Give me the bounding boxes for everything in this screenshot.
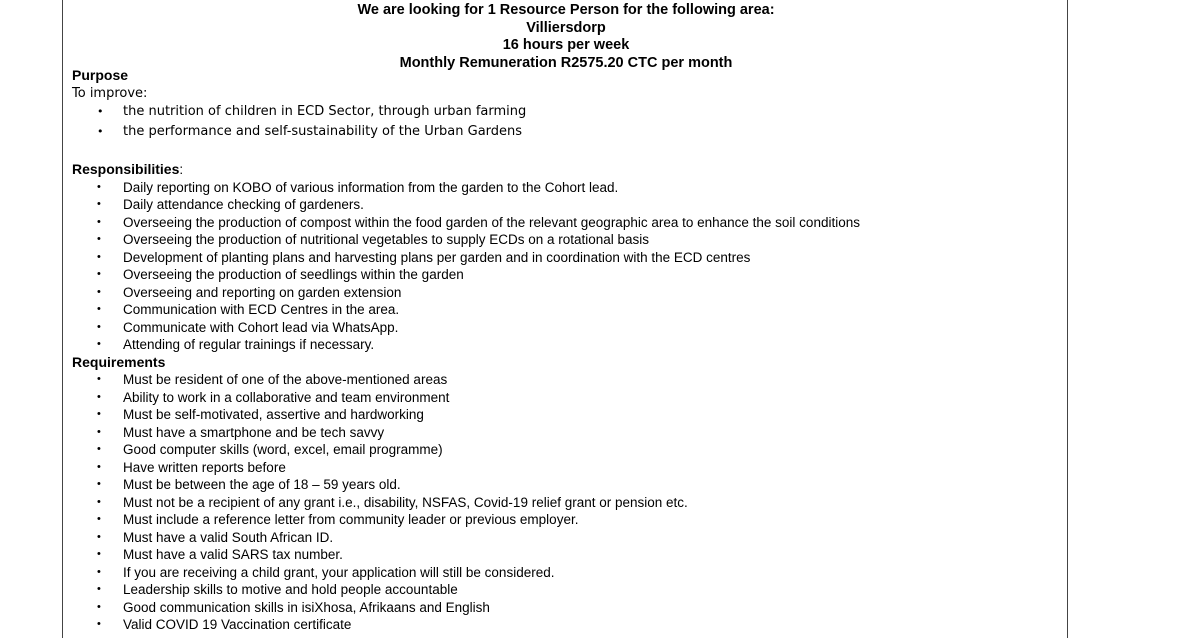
bullet-icon: • [97,513,101,525]
list-item [72,214,1062,232]
header-title: We are looking for 1 Resource Person for the following area: [357,2,775,18]
requirements-heading: Requirements [72,353,166,370]
list-item [72,102,1062,122]
section-spacer [72,142,1062,161]
list-item [72,564,1062,582]
requirement-item: If you are receiving a child grant, your application will still be considered. [123,564,555,580]
list-item [72,476,1062,494]
document-body [72,67,1062,634]
requirement-item: Must be self-motivated, assertive and hardworking [123,407,424,422]
list-item [72,179,1062,197]
list-item [72,389,1062,407]
responsibility-item: Communicate with Cohort lead via WhatsApp. [123,319,399,335]
list-item [72,336,1062,354]
bullet-icon: • [97,408,101,420]
list-item [72,494,1062,512]
responsibility-item: Overseeing the production of seedlings within the garden [123,267,464,282]
bullet-icon: • [97,105,104,118]
requirement-item: Must be resident of one of the above-mentioned areas [123,372,448,387]
requirement-item: Leadership skills to motive and hold people accountable [123,582,458,597]
bullet-icon: • [97,460,101,473]
bullet-icon: • [97,373,101,385]
responsibilities-heading: Responsibilities [72,161,180,177]
job-header [63,2,1069,72]
responsibilities-list [72,179,1062,354]
responsibility-item: Communication with ECD Centres in the area. [123,302,400,317]
requirement-item: Good communication skills in isiXhosa, Afrikaans and English [123,599,490,615]
bullet-icon: • [97,250,101,263]
list-item [72,249,1062,267]
requirement-item: Must include a reference letter from community leader or previous employer. [123,512,579,527]
requirement-item: Must have a smartphone and be tech savvy [123,424,385,440]
requirement-item: Good computer skills (word, excel, email programme) [123,442,443,457]
bullet-icon: • [97,583,101,595]
list-item [72,319,1062,337]
list-item [72,581,1062,599]
responsibility-item: Overseeing the production of compost within the food garden of the relevant geographic area to enhance the soil conditions [123,214,860,230]
list-item [72,511,1062,529]
list-item [72,284,1062,302]
header-hours: 16 hours per week [502,37,630,53]
bullet-icon: • [97,548,101,560]
bullet-icon: • [97,530,101,543]
requirement-item: Must have a valid South African ID. [123,529,334,545]
bullet-icon: • [97,478,101,490]
responsibility-item: Development of planting plans and harvesting plans per garden and in coordination with the ECD centres [123,249,751,265]
bullet-icon: • [97,125,104,138]
bullet-icon: • [97,215,101,228]
list-item [72,231,1062,249]
header-remuneration: Monthly Remuneration R2575.20 CTC per month [399,54,733,71]
responsibilities-heading-row [72,161,1062,179]
bullet-icon: • [97,565,101,578]
list-item [72,266,1062,284]
requirement-item: Valid COVID 19 Vaccination certificate [123,617,352,632]
purpose-intro: To improve: [72,85,148,101]
bullet-icon: • [97,338,101,350]
responsibilities-colon: : [179,162,184,177]
purpose-list [72,102,1062,142]
responsibility-item: Overseeing the production of nutritional vegetables to supply ECDs on a rotational basis [123,232,650,247]
bullet-icon: • [97,198,101,210]
list-item [72,301,1062,319]
responsibility-item: Attending of regular trainings if necessary. [123,337,375,352]
list-item [72,599,1062,617]
requirement-item: Must be between the age of 18 – 59 years old. [123,477,401,492]
purpose-item: the performance and self-sustainability of the Urban Gardens [123,124,523,139]
list-item [72,441,1062,459]
responsibility-item: Overseeing and reporting on garden extension [123,284,402,300]
list-item [72,529,1062,547]
bullet-icon: • [97,443,101,455]
bullet-icon: • [97,303,101,315]
responsibility-item: Daily attendance checking of gardeners. [123,197,364,212]
bullet-icon: • [97,320,101,333]
list-item [72,546,1062,564]
list-item [72,424,1062,442]
requirement-item: Must not be a recipient of any grant i.e., disability, NSFAS, Covid-19 relief grant or pension etc. [123,494,688,510]
purpose-item: the nutrition of children in ECD Sector, through urban farming [123,104,527,119]
document-page [62,0,1068,638]
list-item [72,371,1062,389]
responsibility-item: Daily reporting on KOBO of various information from the garden to the Cohort lead. [123,179,619,195]
requirement-item: Must have a valid SARS tax number. [123,547,343,562]
list-item [72,616,1062,634]
requirement-item: Ability to work in a collaborative and team environment [123,389,450,405]
bullet-icon: • [97,268,101,280]
purpose-heading: Purpose [72,67,129,83]
list-item [72,459,1062,477]
bullet-icon: • [97,425,101,438]
list-item [72,122,1062,142]
bullet-icon: • [97,495,101,508]
requirements-list [72,371,1062,634]
bullet-icon: • [97,233,101,245]
bullet-icon: • [97,618,101,630]
bullet-icon: • [97,600,101,613]
header-area: Villiersdorp [526,19,606,36]
bullet-icon: • [97,180,101,193]
bullet-icon: • [97,285,101,298]
requirement-item: Have written reports before [123,459,286,475]
bullet-icon: • [97,390,101,403]
list-item [72,196,1062,214]
list-item [72,406,1062,424]
